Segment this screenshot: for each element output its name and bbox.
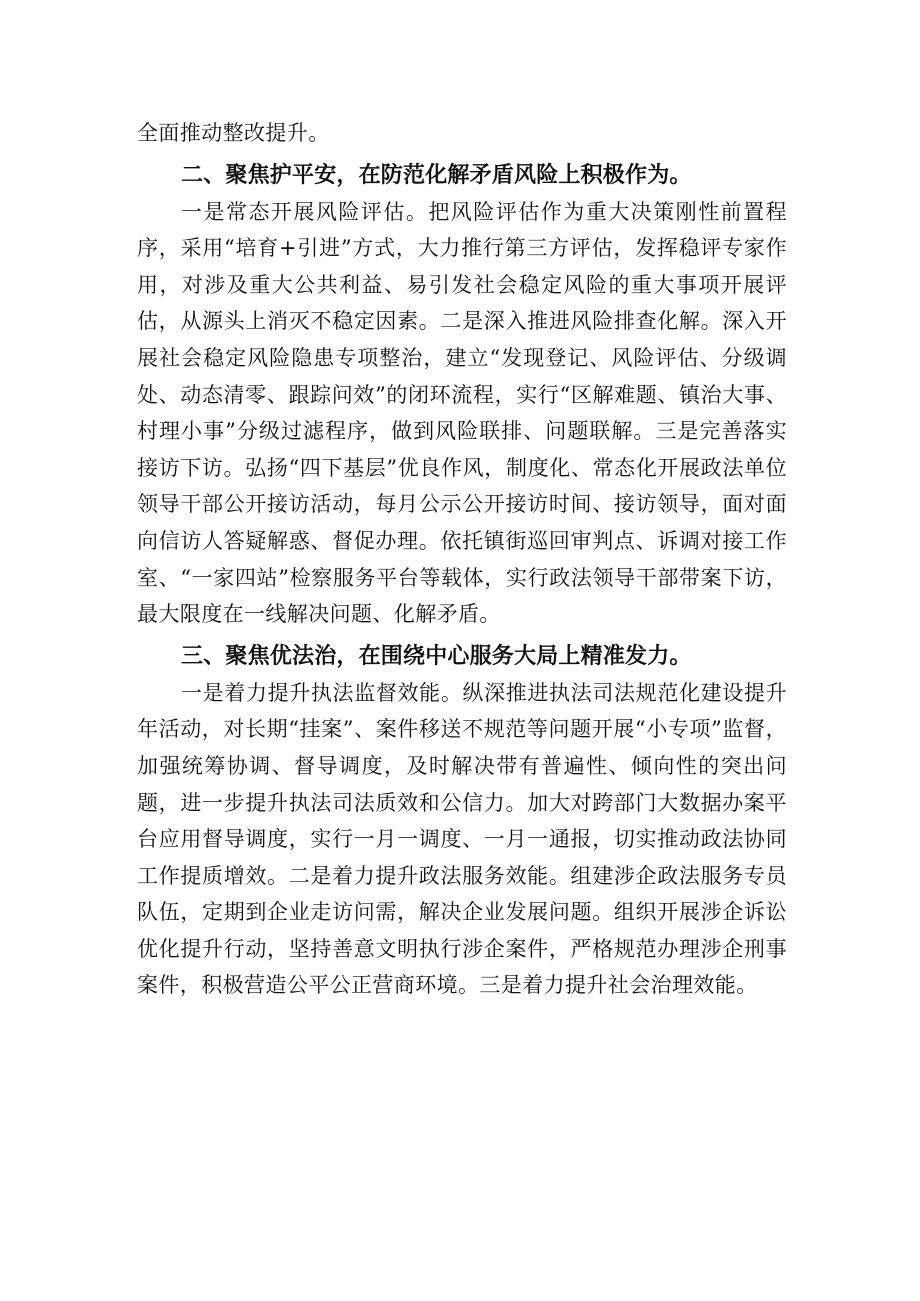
intro-paragraph-tail: 全面推动整改提升。: [137, 121, 330, 145]
section-heading-2: 二、聚焦护平安，在防范化解矛盾风险上积极作为。: [181, 162, 692, 188]
document-body: [137, 115, 787, 1004]
section-paragraph-3: 一是着力提升执法监督效能。纵深推进执法司法规范化建设提升年活动，对长期“挂案”、案件移送不规范等问题开展“小专项”监督，加强统筹协调、督导调度，及时解决带有普遍性、倾向性的突出问题，进一步提升执法司法质效和公信力。加大对跨部门大数据办案平台应用督导调度，实行一月一调度、一月一通报，切实推动政法协同工作提质增效。二是着力提升政法服务效能。组建涉企政法服务专员队伍，定期到企业走访问需，解决企业发展问题。组织开展涉企诉讼优化提升行动，坚持善意文明执行涉企案件，严格规范办理涉企刑事案件，积极营造公平公正营商环境。三是着力提升社会治理效能。: [137, 680, 787, 998]
section-paragraph-2: 一是常态开展风险评估。把风险评估作为重大决策刚性前置程序，采用“培育+引进”方式，大力推行第三方评估，发挥稳评专家作用，对涉及重大公共利益、易引发社会稳定风险的重大事项开展评估，从源头上消灭不稳定因素。二是深入推进风险排查化解。深入开展社会稳定风险隐患专项整治，建立“发现登记、风险评估、分级调处、动态清零、跟踪问效”的闭环流程，实行“区解难题、镇治大事、村理小事”分级过滤程序，做到风险联排、问题联解。三是完善落实接访下访。弘扬“四下基层”优良作风，制度化、常态化开展政法单位领导干部公开接访活动，每月公示公开接访时间、接访领导，面对面向信访人答疑解惑、督促办理。依托镇街巡回审判点、诉调对接工作室、“一家四站”检察服务平台等载体，实行政法领导干部带案下访，最大限度在一线解决问题、化解矛盾。: [137, 199, 787, 627]
section-heading-3: 三、聚焦优法治，在围绕中心服务大局上精准发力。: [181, 643, 692, 669]
